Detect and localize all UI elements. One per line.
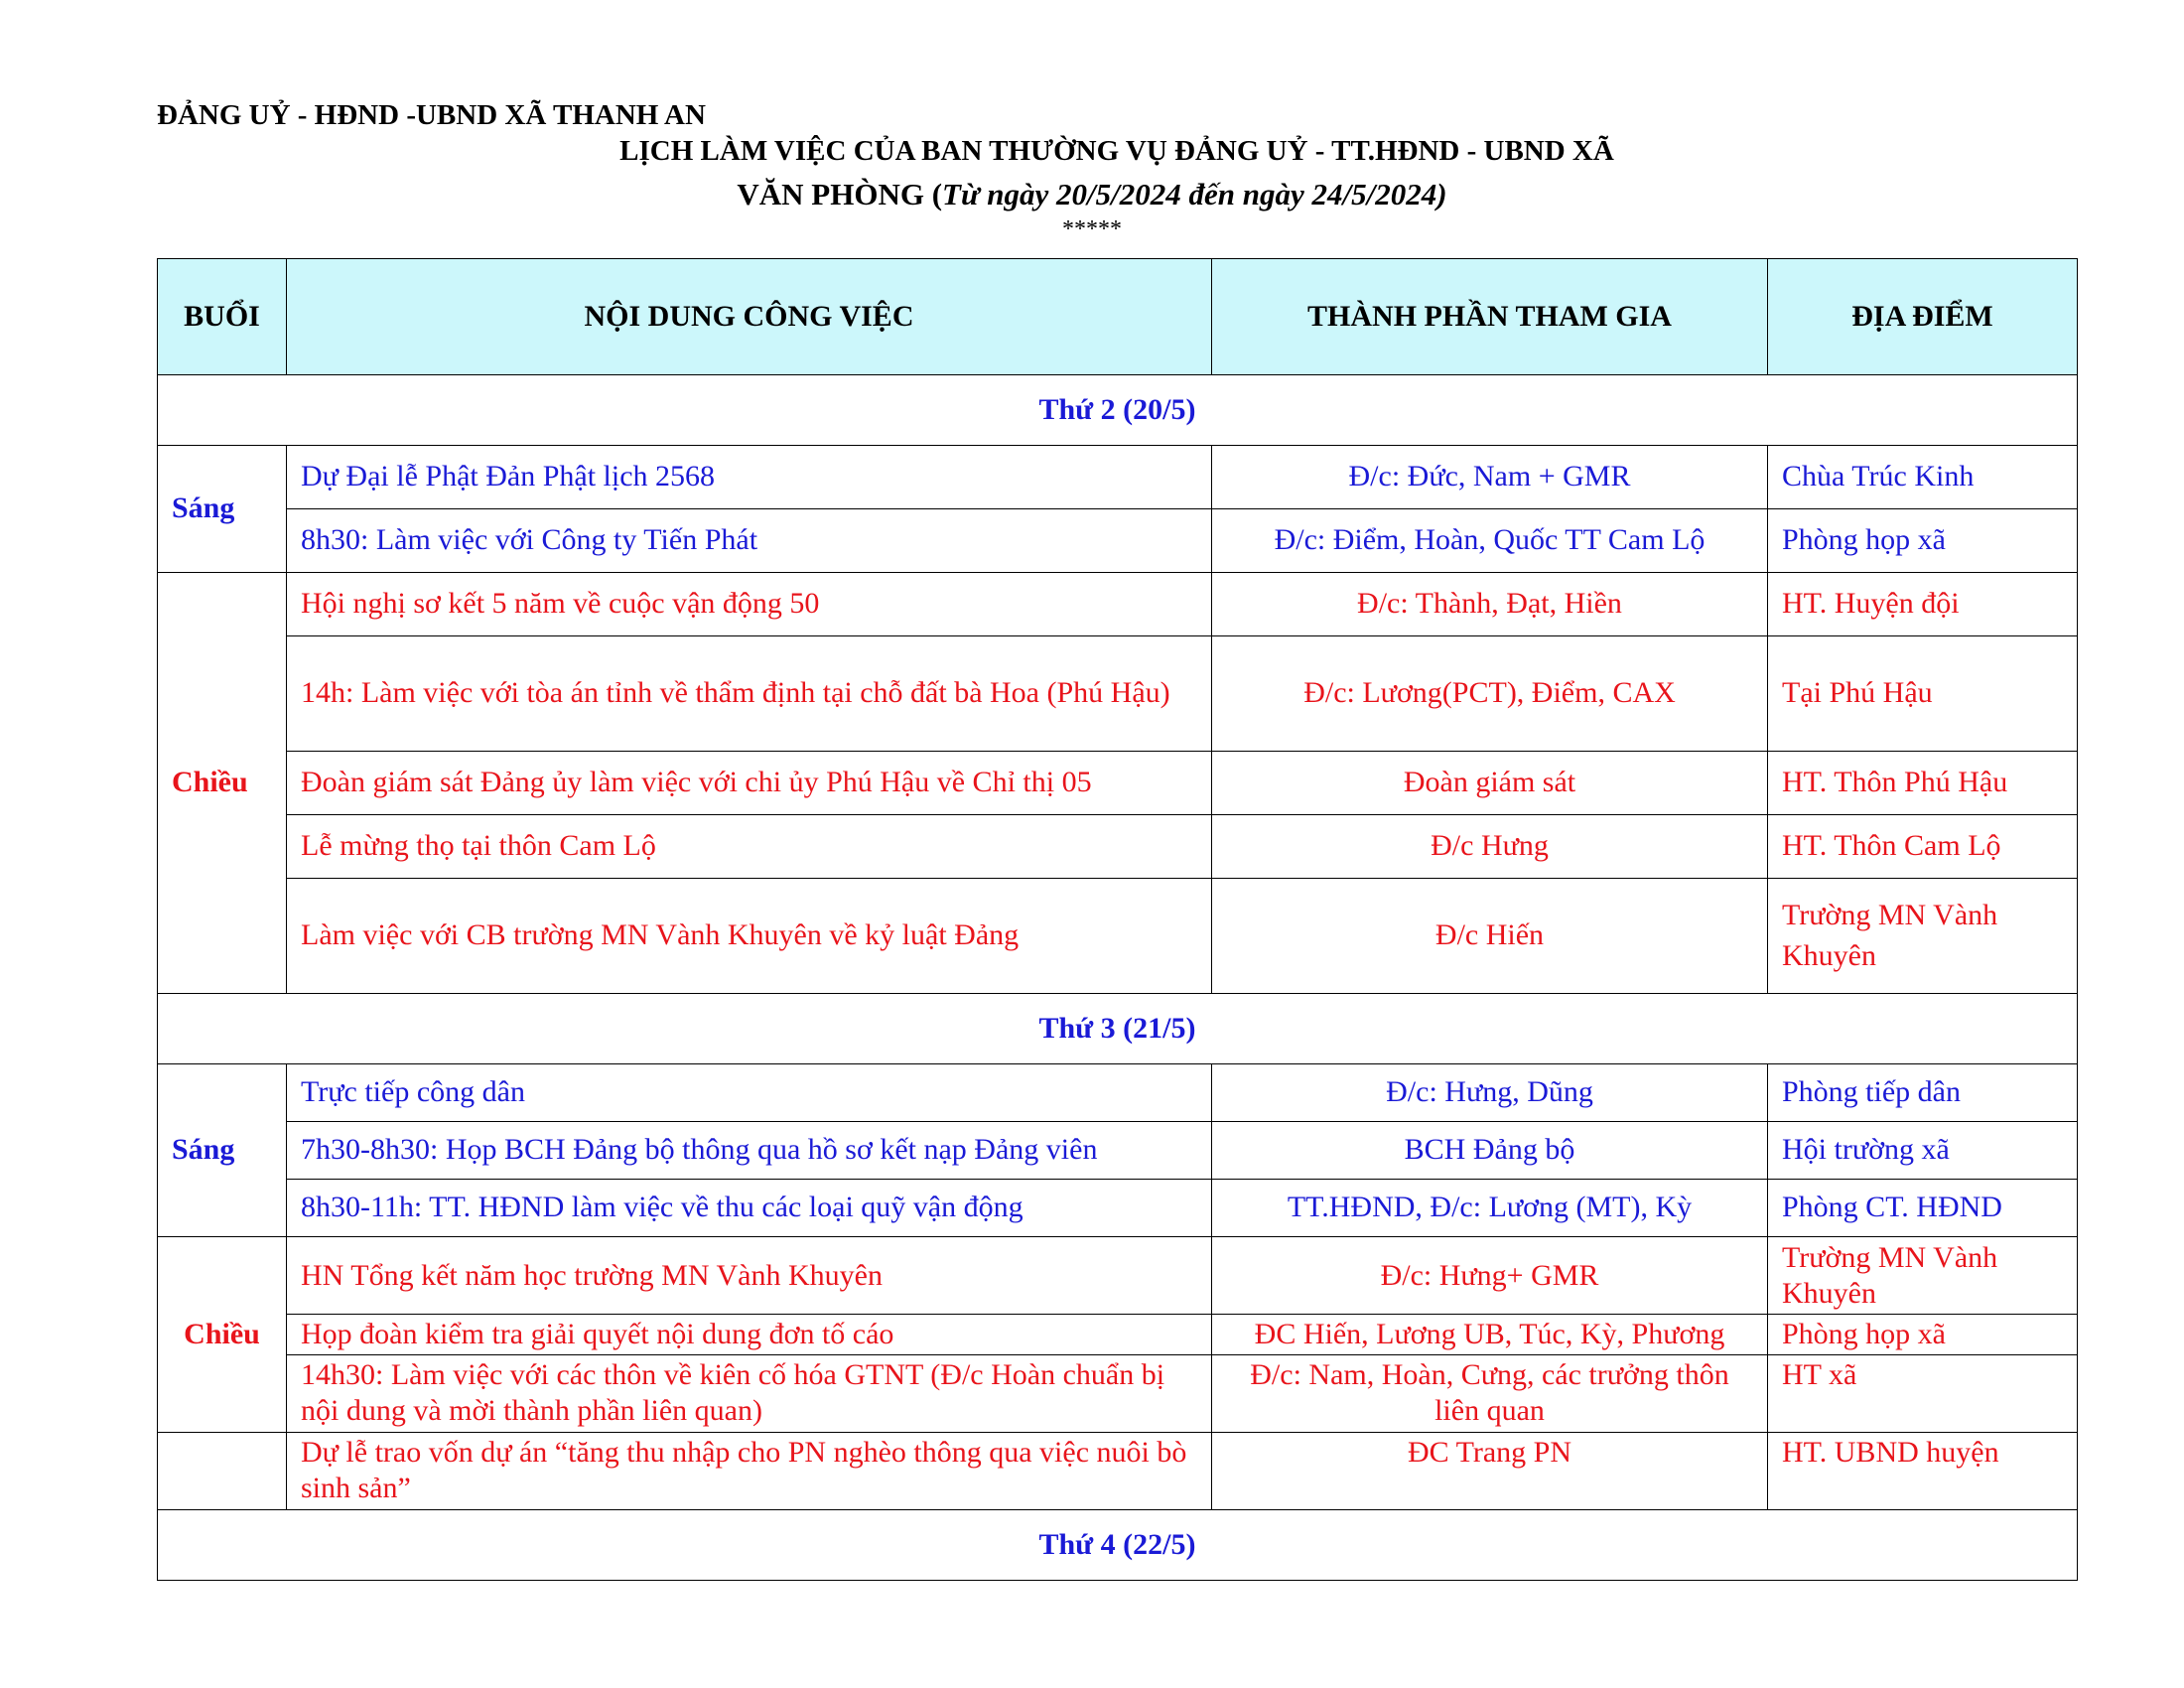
content-cell: 8h30: Làm việc với Công ty Tiến Phát bbox=[287, 509, 1212, 573]
separator-stars: ***** bbox=[1062, 216, 1122, 242]
table-row bbox=[158, 573, 2078, 636]
subtitle-prefix: VĂN PHÒNG ( bbox=[737, 177, 943, 211]
table-row bbox=[158, 636, 2078, 752]
content-cell: Họp đoàn kiểm tra giải quyết nội dung đơn tố cáo bbox=[287, 1315, 1212, 1355]
participants-cell: Đ/c: Nam, Hoàn, Cưng, các trưởng thôn liên quan bbox=[1212, 1355, 1768, 1433]
content-cell: 8h30-11h: TT. HĐND làm việc về thu các loại quỹ vận động bbox=[287, 1180, 1212, 1237]
participants-cell: BCH Đảng bộ bbox=[1212, 1122, 1768, 1180]
table-row bbox=[158, 1355, 2078, 1433]
day-label: Thứ 2 (20/5) bbox=[158, 375, 2078, 446]
content-cell: 14h: Làm việc với tòa án tỉnh về thẩm định tại chỗ đất bà Hoa (Phú Hậu) bbox=[287, 636, 1212, 752]
table-row bbox=[158, 446, 2078, 509]
location-cell: Trường MN Vành Khuyên bbox=[1768, 1237, 2078, 1315]
location-cell: Phòng tiếp dân bbox=[1768, 1064, 2078, 1122]
schedule-subtitle bbox=[0, 177, 2184, 212]
content-cell: Đoàn giám sát Đảng ủy làm việc với chi ủy Phú Hậu về Chỉ thị 05 bbox=[287, 752, 1212, 815]
table-row bbox=[158, 879, 2078, 994]
participants-cell: Đ/c Hiến bbox=[1212, 879, 1768, 994]
schedule-title: LỊCH LÀM VIỆC CỦA BAN THƯỜNG VỤ ĐẢNG UỶ - TT.HĐND - UBND XÃ bbox=[619, 135, 1614, 167]
participants-cell: Đ/c: Hưng, Dũng bbox=[1212, 1064, 1768, 1122]
organization-name: ĐẢNG UỶ - HĐND -UBND XÃ THANH AN bbox=[157, 99, 706, 131]
location-cell: HT. UBND huyện bbox=[1768, 1433, 2078, 1510]
schedule-table bbox=[157, 258, 2078, 1581]
table-row bbox=[158, 1433, 2078, 1510]
session-label: Chiều bbox=[158, 1237, 287, 1433]
day-row bbox=[158, 994, 2078, 1064]
table-row bbox=[158, 509, 2078, 573]
content-cell: Lễ mừng thọ tại thôn Cam Lộ bbox=[287, 815, 1212, 879]
session-label: Sáng bbox=[158, 1064, 287, 1237]
session-label: Sáng bbox=[158, 446, 287, 573]
column-header-participants: THÀNH PHẦN THAM GIA bbox=[1212, 259, 1768, 375]
content-cell: Dự Đại lễ Phật Đản Phật lịch 2568 bbox=[287, 446, 1212, 509]
date-range: Từ ngày 20/5/2024 đến ngày 24/5/2024) bbox=[942, 177, 1447, 211]
location-cell: Hội trường xã bbox=[1768, 1122, 2078, 1180]
table-row bbox=[158, 752, 2078, 815]
content-cell: Trực tiếp công dân bbox=[287, 1064, 1212, 1122]
location-cell: HT. Thôn Phú Hậu bbox=[1768, 752, 2078, 815]
content-cell: Làm việc với CB trường MN Vành Khuyên về kỷ luật Đảng bbox=[287, 879, 1212, 994]
table-row bbox=[158, 815, 2078, 879]
day-label: Thứ 3 (21/5) bbox=[158, 994, 2078, 1064]
table-row bbox=[158, 1064, 2078, 1122]
session-cell-empty bbox=[158, 1433, 287, 1510]
participants-cell: Đ/c: Đức, Nam + GMR bbox=[1212, 446, 1768, 509]
location-cell: Trường MN Vành Khuyên bbox=[1768, 879, 2078, 994]
column-header-location: ĐỊA ĐIỂM bbox=[1768, 259, 2078, 375]
location-cell: Tại Phú Hậu bbox=[1768, 636, 2078, 752]
participants-cell: Đ/c: Điểm, Hoàn, Quốc TT Cam Lộ bbox=[1212, 509, 1768, 573]
participants-cell: TT.HĐND, Đ/c: Lương (MT), Kỳ bbox=[1212, 1180, 1768, 1237]
location-cell: Phòng họp xã bbox=[1768, 1315, 2078, 1355]
header-row bbox=[158, 259, 2078, 375]
session-label: Chiều bbox=[158, 573, 287, 994]
participants-cell: Đoàn giám sát bbox=[1212, 752, 1768, 815]
content-cell: 7h30-8h30: Họp BCH Đảng bộ thông qua hồ sơ kết nạp Đảng viên bbox=[287, 1122, 1212, 1180]
location-cell: HT. Thôn Cam Lộ bbox=[1768, 815, 2078, 879]
location-cell: Phòng CT. HĐND bbox=[1768, 1180, 2078, 1237]
day-row bbox=[158, 375, 2078, 446]
participants-cell: Đ/c: Thành, Đạt, Hiền bbox=[1212, 573, 1768, 636]
participants-cell: Đ/c: Hưng+ GMR bbox=[1212, 1237, 1768, 1315]
content-cell: Dự lễ trao vốn dự án “tăng thu nhập cho PN nghèo thông qua việc nuôi bò sinh sản” bbox=[287, 1433, 1212, 1510]
table-row bbox=[158, 1315, 2078, 1355]
day-label: Thứ 4 (22/5) bbox=[158, 1510, 2078, 1581]
column-header-content: NỘI DUNG CÔNG VIỆC bbox=[287, 259, 1212, 375]
location-cell: Chùa Trúc Kinh bbox=[1768, 446, 2078, 509]
participants-cell: Đ/c Hưng bbox=[1212, 815, 1768, 879]
content-cell: 14h30: Làm việc với các thôn về kiên cố hóa GTNT (Đ/c Hoàn chuẩn bị nội dung và mời thành phần liên quan) bbox=[287, 1355, 1212, 1433]
column-header-session: BUỔI bbox=[158, 259, 287, 375]
table-row bbox=[158, 1180, 2078, 1237]
location-cell: HT xã bbox=[1768, 1355, 2078, 1433]
table-row bbox=[158, 1237, 2078, 1315]
location-cell: Phòng họp xã bbox=[1768, 509, 2078, 573]
participants-cell: ĐC Trang PN bbox=[1212, 1433, 1768, 1510]
content-cell: HN Tổng kết năm học trường MN Vành Khuyên bbox=[287, 1237, 1212, 1315]
day-row bbox=[158, 1510, 2078, 1581]
table-row bbox=[158, 1122, 2078, 1180]
participants-cell: ĐC Hiến, Lương UB, Túc, Kỳ, Phương bbox=[1212, 1315, 1768, 1355]
content-cell: Hội nghị sơ kết 5 năm về cuộc vận động 50 bbox=[287, 573, 1212, 636]
participants-cell: Đ/c: Lương(PCT), Điểm, CAX bbox=[1212, 636, 1768, 752]
location-cell: HT. Huyện đội bbox=[1768, 573, 2078, 636]
